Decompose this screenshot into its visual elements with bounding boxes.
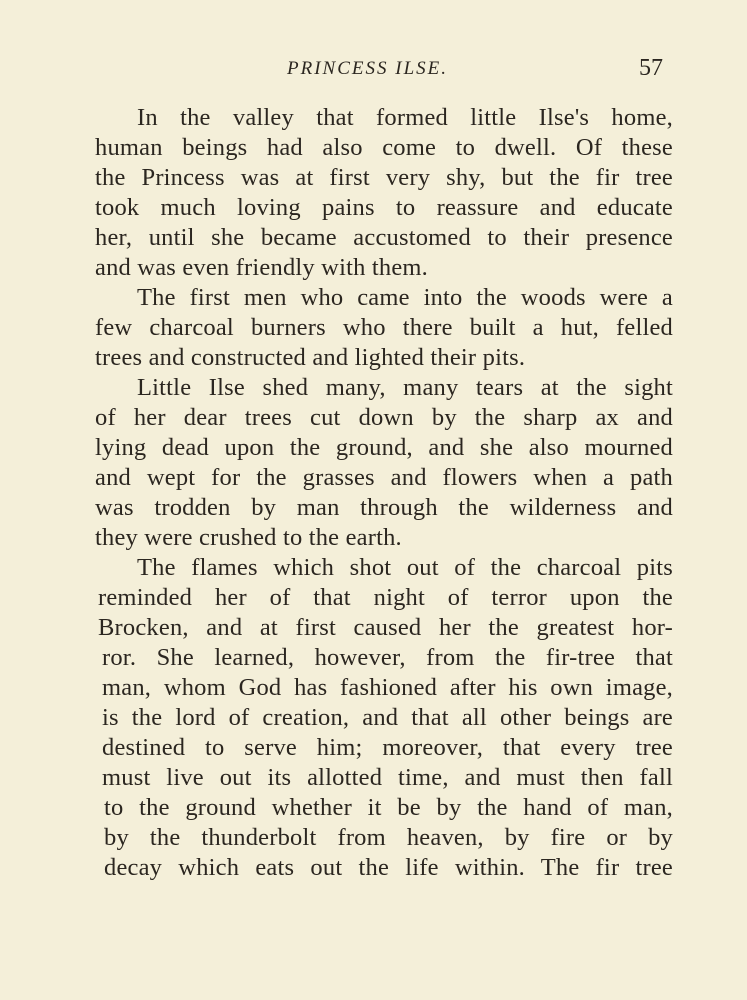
text-line: ror. She learned, however, from the fir-tree that	[102, 644, 673, 671]
text-line: decay which eats out the life within. The fir tree	[104, 854, 673, 881]
text-line: and wept for the grasses and flowers when a path	[95, 464, 673, 491]
text-line: Brocken, and at first caused her the greatest hor-	[98, 614, 673, 641]
text-line: was trodden by man through the wilderness and	[95, 494, 673, 521]
text-line: Little Ilse shed many, many tears at the sight	[137, 374, 673, 401]
page-number: 57	[639, 55, 663, 81]
text-line: trees and constructed and lighted their pits.	[95, 344, 526, 371]
text-line: In the valley that formed little Ilse's home,	[137, 104, 673, 131]
text-line: The flames which shot out of the charcoal pits	[137, 554, 673, 581]
text-line: the Princess was at first very shy, but the fir tree	[95, 164, 673, 191]
text-line: reminded her of that night of terror upon the	[98, 584, 673, 611]
text-line: is the lord of creation, and that all other beings are	[102, 704, 673, 731]
text-line: and was even friendly with them.	[95, 254, 428, 281]
text-line: of her dear trees cut down by the sharp ax and	[95, 404, 673, 431]
text-line: The first men who came into the woods were a	[137, 284, 673, 311]
text-line: took much loving pains to reassure and educate	[95, 194, 673, 221]
page-header	[95, 55, 663, 86]
text-line: few charcoal burners who there built a hut, felled	[95, 314, 673, 341]
text-line: her, until she became accustomed to their presence	[95, 224, 673, 251]
text-line: by the thunderbolt from heaven, by fire or by	[104, 824, 673, 851]
text-line: to the ground whether it be by the hand of man,	[104, 794, 673, 821]
text-line: destined to serve him; moreover, that every tree	[102, 734, 673, 761]
text-line: they were crushed to the earth.	[95, 524, 402, 551]
text-line: human beings had also come to dwell. Of these	[95, 134, 673, 161]
text-line: lying dead upon the ground, and she also mourned	[95, 434, 673, 461]
text-line: must live out its allotted time, and must then fall	[102, 764, 673, 791]
text-line: man, whom God has fashioned after his own image,	[102, 674, 673, 701]
body-text	[95, 103, 673, 883]
running-title: PRINCESS ILSE.	[287, 58, 448, 79]
